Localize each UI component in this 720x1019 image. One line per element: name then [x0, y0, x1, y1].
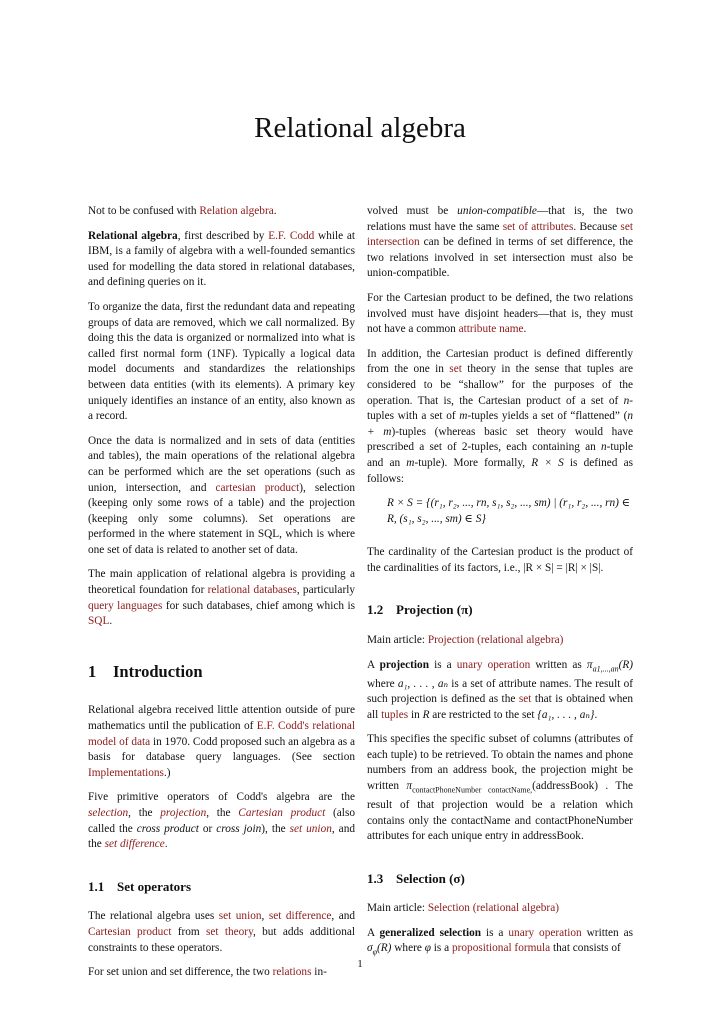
relation-algebra-link[interactable]: Relation algebra	[199, 205, 274, 217]
term-projection: projection	[379, 658, 429, 671]
projection-definition-paragraph	[367, 658, 633, 724]
page-number: 1	[357, 958, 363, 970]
text: volved must be	[367, 205, 458, 217]
pi-symbol: π	[406, 780, 413, 793]
text: where	[391, 942, 425, 955]
projection-argument: (R)	[618, 658, 633, 671]
text: written as	[530, 658, 587, 671]
main-article-selection	[367, 901, 633, 917]
text: -tuple and an	[367, 441, 633, 469]
math-m: m	[459, 410, 468, 423]
relational-databases-link[interactable]: relational databases	[207, 584, 297, 597]
implementations-link[interactable]: Implementations	[88, 766, 164, 779]
text: ,	[261, 910, 269, 923]
text: where	[367, 677, 398, 690]
text: ), the	[261, 822, 290, 835]
text: For the Cartesian product to be defined, the two relations involved must have disjoint headers—that is, they must not have a common	[367, 291, 633, 336]
set-operators-paragraph	[88, 909, 355, 956]
text: The relational algebra uses	[88, 910, 219, 923]
term-generalized-selection: generalized selection	[379, 926, 482, 939]
projection-expression	[587, 659, 633, 671]
selection-subscript: φ	[372, 947, 378, 957]
section-heading-set-operators	[88, 879, 355, 895]
unary-operation-link-2[interactable]: unary operation	[508, 926, 582, 939]
operations-paragraph	[88, 434, 355, 559]
text: -tuple). More formally,	[414, 456, 532, 469]
text: Five primitive operators of Codd's algebra are the	[88, 791, 355, 804]
text: .)	[163, 766, 171, 779]
application-paragraph	[88, 567, 355, 629]
relations-link[interactable]: relations	[272, 966, 312, 979]
selection-expression	[367, 942, 392, 957]
section-number: 1	[88, 661, 97, 681]
set-theory-link[interactable]: set theory	[206, 925, 253, 938]
section-title: Selection (σ)	[396, 870, 465, 886]
selection-link[interactable]: selection	[88, 807, 129, 819]
text: For set union and set difference, the two	[88, 966, 273, 979]
selection-definition-paragraph	[367, 926, 633, 960]
text: This specifies the specific subset of columns (attributes of each tuple) to be retrieved. To obtain the names and phone numbers from an address book, the projection might be written	[367, 733, 633, 793]
projection-article-link[interactable]: Projection (relational algebra)	[427, 634, 564, 647]
text: is a	[429, 658, 457, 671]
text: —that is, the two relations must have the same	[367, 205, 633, 233]
selection-article-link[interactable]: Selection (relational algebra)	[427, 902, 559, 915]
text: Once the data is normalized and in sets of data (entities and tables), the main operations of the relational algebra can be performed which are the set operations (such as union, intersection, and	[88, 434, 355, 494]
projection-example-expression	[406, 780, 599, 795]
text: .	[109, 615, 113, 628]
text: , and the	[88, 822, 355, 851]
text: .	[594, 708, 598, 721]
main-article-projection	[367, 633, 633, 649]
math-n-plus-m: n + m	[367, 410, 633, 438]
text: ), selection (keeping only some rows of a table) and the projection (keeping only some columns). Set operations are performed in the where statement in SQL, which is where one set of data is related to another set of data.	[88, 481, 355, 556]
set-of-attributes-link[interactable]: set of attributes	[502, 220, 574, 233]
text: -tuples with a set of	[367, 394, 633, 423]
text: A	[367, 926, 380, 939]
section-title: Projection (π)	[396, 602, 473, 618]
text: -tuples yields a set of “flattened” (	[467, 410, 628, 423]
selection-argument: (R)	[377, 942, 392, 955]
term-relational-algebra: Relational algebra	[88, 229, 178, 242]
text: is defined as follows:	[367, 456, 634, 485]
text: (also called the	[88, 807, 355, 835]
text: theory in the sense that tuples are considered to be “shallow” for the purposes of the operation. That is, the Cartesian product of a set of	[367, 363, 633, 407]
query-languages-link[interactable]: query languages	[88, 599, 163, 612]
text: , particularly	[296, 584, 355, 597]
text: in	[408, 708, 423, 721]
projection-link[interactable]: projection	[160, 807, 207, 819]
page-title: Relational algebra	[254, 112, 466, 144]
projection-example-argument: (addressBook)	[532, 780, 599, 793]
set-link-2[interactable]: set	[518, 693, 532, 706]
term-cross-product: cross product	[136, 822, 199, 835]
set-union-link-2[interactable]: set union	[218, 910, 262, 923]
term-union-compatible: union-compatible	[457, 205, 537, 217]
relational-model-link[interactable]: relational model of data	[88, 720, 355, 748]
text: )-tuples (whereas basic set theory would have prescribed a set of 2-tuples, each containing an	[367, 425, 633, 454]
math-n: n	[600, 441, 607, 454]
math-m: m	[406, 456, 415, 469]
left-column	[88, 204, 355, 990]
set-difference-link-2[interactable]: set difference	[268, 910, 332, 923]
normalization-paragraph: To organize the data, first the redundant data and repeating groups of data are removed, which we call normalized. By doing this the data is organized or normalized into what is called first normal form (1NF). Typically a logical data model documents and standardizes the relationships between data entities (with its elements). A primary key uniquely identifies an instance of an entity, also known as a record.	[88, 300, 355, 423]
cartesian-product-formula: R × S = {(r₁, r₂, ..., rn, s₁, s₂, ..., sm) | (r₁, r₂, ..., rn) ∈ R, (s₁, s₂, ..., sm) ∈ S}	[387, 497, 631, 525]
text: , and	[331, 910, 356, 923]
text: Main article:	[367, 634, 428, 647]
text: that consists of	[550, 942, 621, 955]
text: , the	[128, 807, 161, 819]
math-phi: φ	[424, 942, 431, 955]
union-compatible-paragraph	[367, 204, 633, 282]
tuples-link[interactable]: tuples	[381, 708, 409, 721]
hatnote-end: .	[273, 205, 277, 217]
text: in 1970. Codd proposed such an algebra as a basis for database query languages. (See section	[88, 735, 355, 764]
math-n: n	[623, 394, 630, 407]
text: can be defined in terms of set difference, the two relations involved in set intersection must also be union-compatible.	[367, 236, 633, 280]
math-r: R	[422, 708, 430, 721]
text: .	[164, 838, 168, 851]
projection-subscript: a1,...,an	[592, 663, 619, 673]
hatnote-text: Not to be confused with	[88, 205, 200, 217]
term-cross-join: cross join	[216, 822, 262, 835]
right-column	[367, 204, 633, 969]
sigma-symbol: σ	[367, 942, 373, 955]
cartesian-definition-paragraph	[367, 291, 633, 338]
text: In addition, the Cartesian product is defined differently from the one in	[367, 347, 633, 376]
section-number: 1.3	[367, 870, 384, 886]
section-title: Set operators	[117, 878, 192, 894]
section-number: 1.2	[367, 602, 384, 618]
text: Relational algebra received little attention outside of pure mathematics until the publication of	[88, 704, 355, 733]
text: , first described by	[177, 229, 269, 242]
text: are restricted to the set	[429, 708, 538, 721]
text: written as	[581, 926, 633, 939]
section-number: 1.1	[88, 878, 105, 894]
text: in-	[311, 966, 327, 979]
set-difference-link[interactable]: set difference	[104, 838, 165, 851]
ef-codd-link[interactable]: E.F. Codd	[268, 229, 315, 242]
projection-example-paragraph	[367, 732, 633, 844]
math-r-times-s: R × S	[531, 456, 564, 469]
primitive-operators-paragraph	[88, 790, 355, 852]
hatnote	[88, 204, 355, 220]
cartesian-product-link[interactable]: cartesian product	[215, 481, 300, 494]
section-title: Introduction	[113, 661, 203, 681]
text: is a	[430, 942, 452, 955]
text: .	[523, 323, 527, 336]
text: , but adds additional constraints to these operators.	[88, 925, 356, 954]
intro-paragraph	[88, 229, 355, 291]
cartesian-product-italic-link[interactable]: Cartesian product	[238, 807, 326, 819]
text: or	[198, 822, 217, 835]
set-intersection-link[interactable]: set intersection	[367, 220, 633, 249]
section-heading-introduction	[88, 661, 355, 681]
attribute-name-link[interactable]: attribute name	[458, 323, 524, 336]
text: Main article:	[367, 902, 428, 915]
text: , the	[206, 807, 239, 819]
text: . The result of that projection would be a relation which contains only the contactName and contactPhoneNumber attributes for each unique entry in addressBook.	[367, 780, 633, 843]
text: is a set of attribute names. The result of such projection is defined as the	[367, 677, 634, 706]
section-heading-selection	[367, 871, 633, 887]
text: A	[367, 658, 380, 671]
propositional-formula-link[interactable]: propositional formula	[451, 942, 551, 955]
intro-history-paragraph	[88, 703, 355, 781]
cartesian-flattening-paragraph	[367, 347, 633, 487]
codd-link[interactable]: E.F. Codd's	[256, 720, 309, 733]
text: . Because	[573, 220, 621, 233]
projection-example-subscript: contactPhoneNumber contactName,	[412, 785, 533, 795]
text: from	[171, 925, 207, 938]
set-link[interactable]: set	[449, 363, 462, 376]
math-attribute-set: {a₁, . . . , aₙ}	[537, 708, 595, 721]
text: is a	[481, 926, 509, 939]
cardinality-paragraph: The cardinality of the Cartesian product is the product of the cardinalities of its factors, i.e., |R × S| = |R| × |S|.	[367, 546, 633, 574]
cartesian-product-link-2[interactable]: Cartesian product	[88, 925, 172, 938]
text: The main application of relational algebra is providing a theoretical foundation for	[88, 568, 355, 597]
text: that is obtained when all	[367, 693, 634, 721]
set-union-link[interactable]: set union	[289, 822, 332, 835]
pi-symbol: π	[586, 658, 593, 671]
sql-link[interactable]: SQL	[88, 615, 110, 628]
section-heading-projection	[367, 602, 633, 618]
text: for such databases, chief among which is	[162, 599, 355, 612]
unary-operation-link[interactable]: unary operation	[456, 658, 531, 671]
math-attribute-list: a₁, . . . , aₙ	[397, 677, 449, 690]
text: while at IBM, is a family of algebra with a well-founded semantics used for modelling the data stored in relational databases, and defining queries on it.	[88, 229, 355, 289]
